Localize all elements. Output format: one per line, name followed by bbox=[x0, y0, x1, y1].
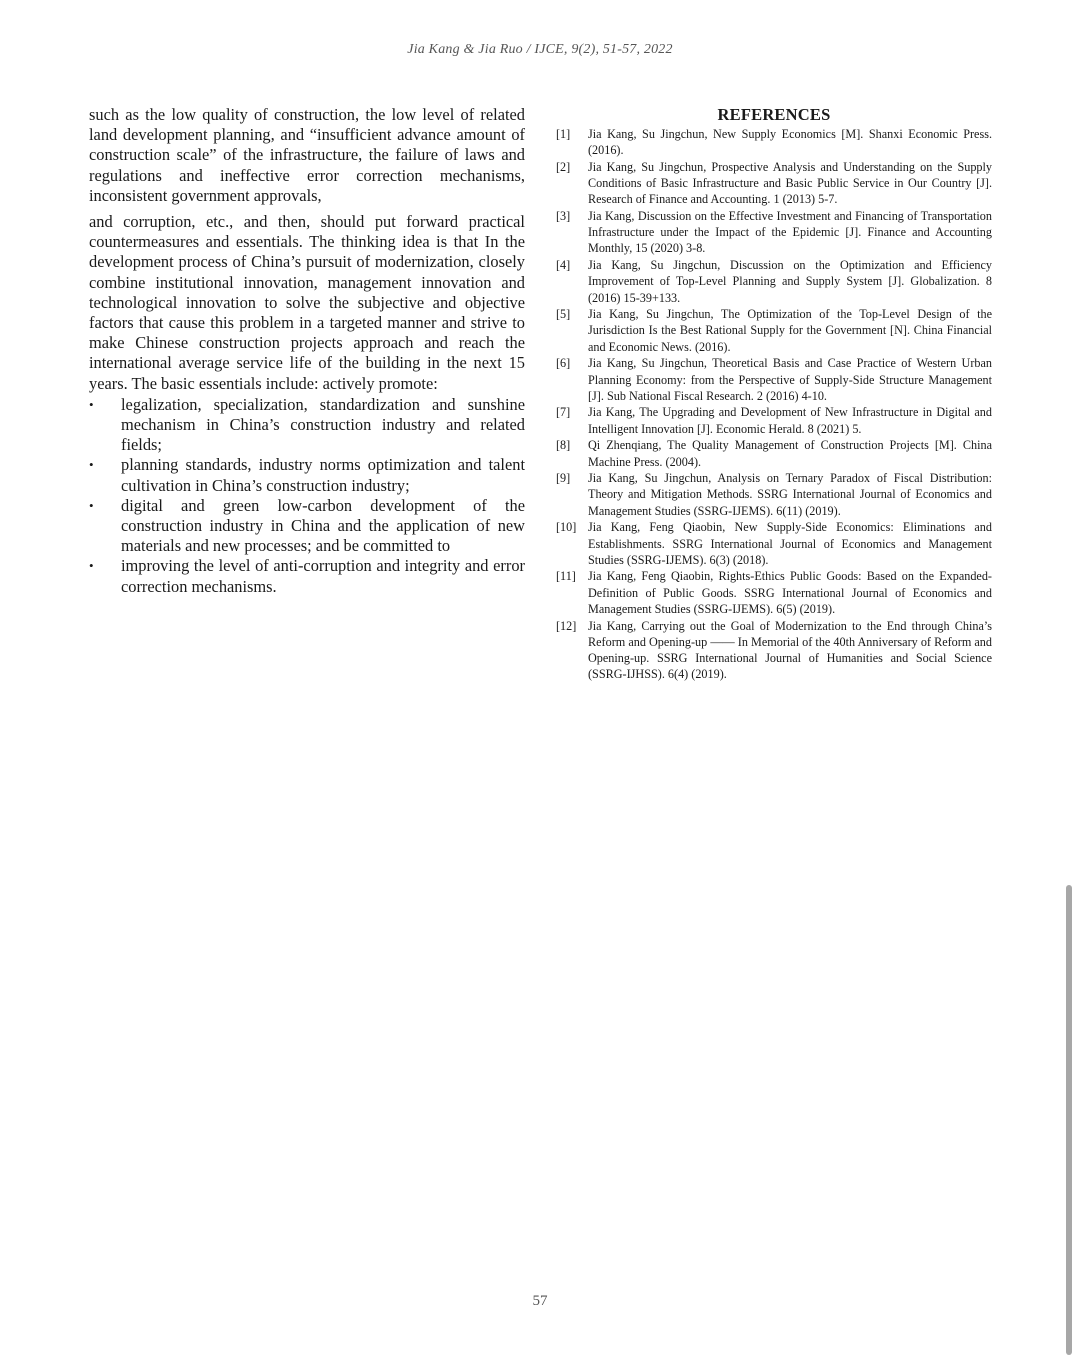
page-number: 57 bbox=[532, 1293, 548, 1309]
reference-item bbox=[556, 568, 992, 617]
reference-number: [9] bbox=[556, 471, 571, 486]
reference-item bbox=[556, 355, 992, 404]
reference-number: [7] bbox=[556, 405, 571, 420]
bullet-list bbox=[89, 395, 525, 597]
reference-text: Qi Zhenqiang, The Quality Management of Construction Projects [M]. China Machine Press. (2004). bbox=[588, 438, 992, 469]
reference-item bbox=[556, 126, 992, 158]
reference-item bbox=[556, 404, 992, 436]
reference-text: Jia Kang, Su Jingchun, Theoretical Basis and Case Practice of Western Urban Planning Economy: from the Perspective of Supply-Side Structure Management [J]. Sub National Fiscal Research. 2 (2016) 4-10. bbox=[588, 356, 992, 403]
bullet-icon: • bbox=[89, 396, 94, 412]
reference-item bbox=[556, 618, 992, 683]
body-paragraph-part-2: and corruption, etc., and then, should put forward practical countermeasures and essentials. The thinking idea is that In the development process of China’s pursuit of modernization, closely combine institutional innovation, management innovation and technological innovation to solve the subjective and objective factors that cause this problem in a targeted manner and strive to make Chinese construction projects approach and reach the international average service life of the building in the next 15 years. The basic essentials include: actively promote: bbox=[89, 212, 525, 393]
reference-text: Jia Kang, The Upgrading and Development of New Infrastructure in Digital and Intelligent Innovation [J]. Economic Herald. 8 (2021) 5. bbox=[588, 405, 992, 436]
reference-number: [12] bbox=[556, 618, 577, 633]
vertical-scrollbar[interactable] bbox=[1066, 885, 1072, 1355]
reference-text: Jia Kang, Su Jingchun, Discussion on the Optimization and Efficiency Improvement of Top-Level Planning and Supply System [J]. Globalization. 8 (2016) 15-39+133. bbox=[588, 258, 992, 305]
reference-number: [3] bbox=[556, 209, 571, 224]
right-column bbox=[556, 105, 992, 683]
reference-number: [11] bbox=[556, 569, 576, 584]
reference-text: Jia Kang, Discussion on the Effective Investment and Financing of Transportation Infrastructure under the Impact of the Epidemic [J]. Finance and Accounting Monthly, 15 (2020) 3-8. bbox=[588, 209, 992, 256]
reference-number: [8] bbox=[556, 438, 571, 453]
left-column bbox=[89, 105, 525, 597]
body-paragraph-part-1: such as the low quality of construction, the low level of related land development planning, and “insufficient advance amount of construction scale” of the infrastructure, the failure of laws and regulations and ineffective error correction mechanisms, inconsistent government approvals, bbox=[89, 105, 525, 205]
reference-item bbox=[556, 437, 992, 469]
bullet-icon: • bbox=[89, 457, 94, 473]
bullet-text: legalization, specialization, standardization and sunshine mechanism in China’s construction industry and related fields; bbox=[121, 394, 525, 455]
reference-text: Jia Kang, Su Jingchun, Analysis on Ternary Paradox of Fiscal Distribution: Theory and Mitigation Methods. SSRG International Journal of Economics and Management Studies (SSRG-IJEMS). 6(11) (2019). bbox=[588, 471, 992, 518]
reference-text: Jia Kang, Su Jingchun, Prospective Analysis and Understanding on the Supply Conditions of Basic Infrastructure and Basic Public Service in Our Country [J]. Research of Finance and Accounting. 1 (2013) 5-7. bbox=[588, 159, 992, 207]
reference-number: [1] bbox=[556, 127, 571, 141]
reference-text: Jia Kang, Feng Qiaobin, Rights-Ethics Public Goods: Based on the Expanded-Definition of Public Goods. SSRG International Journal of Economics and Management Studies (SSRG-IJEMS). 6(5) (2019). bbox=[588, 569, 992, 616]
bullet-icon: • bbox=[89, 497, 94, 513]
running-header: Jia Kang & Jia Ruo / IJCE, 9(2), 51-57, 2022 bbox=[407, 42, 673, 57]
reference-item bbox=[556, 519, 992, 568]
reference-number: [5] bbox=[556, 307, 571, 322]
reference-text: Jia Kang, Su Jingchun, The Optimization of the Top-Level Design of the Jurisdiction Is the Best Rational Supply for the Government [N]. China Financial and Economic News. (2016). bbox=[588, 307, 992, 354]
reference-item bbox=[556, 208, 992, 257]
bullet-icon: • bbox=[89, 558, 94, 574]
bullet-text: digital and green low-carbon development of the construction industry in China and the application of new materials and new processes; and be committed to bbox=[121, 495, 525, 556]
bullet-text: planning standards, industry norms optimization and talent cultivation in China’s construction industry; bbox=[121, 455, 525, 495]
references-heading: REFERENCES bbox=[717, 105, 831, 124]
reference-text: Jia Kang, Carrying out the Goal of Modernization to the End through China’s Reform and Opening-up —— In Memorial of the 40th Anniversary of Reform and Opening-up. SSRG International Journal of Humanities and Social Science (SSRG-IJHSS). 6(4) (2019). bbox=[588, 618, 992, 682]
reference-item bbox=[556, 159, 992, 208]
bullet-item bbox=[89, 556, 525, 596]
reference-number: [2] bbox=[556, 159, 571, 174]
bullet-text: improving the level of anti-corruption and integrity and error correction mechanisms. bbox=[121, 556, 525, 596]
reference-text: Jia Kang, Feng Qiaobin, New Supply-Side Economics: Eliminations and Establishments. SSRG International Journal of Economics and Management Studies (SSRG-IJEMS). 6(3) (2018). bbox=[588, 520, 992, 567]
reference-item bbox=[556, 257, 992, 306]
bullet-item bbox=[89, 496, 525, 557]
reference-number: [4] bbox=[556, 258, 571, 273]
reference-number: [10] bbox=[556, 520, 577, 535]
reference-item bbox=[556, 306, 992, 355]
bullet-item bbox=[89, 455, 525, 495]
reference-list bbox=[556, 126, 992, 682]
bullet-item bbox=[89, 395, 525, 456]
reference-item bbox=[556, 470, 992, 519]
reference-number: [6] bbox=[556, 356, 571, 371]
reference-text: Jia Kang, Su Jingchun, New Supply Economics [M]. Shanxi Economic Press. (2016). bbox=[588, 127, 992, 158]
